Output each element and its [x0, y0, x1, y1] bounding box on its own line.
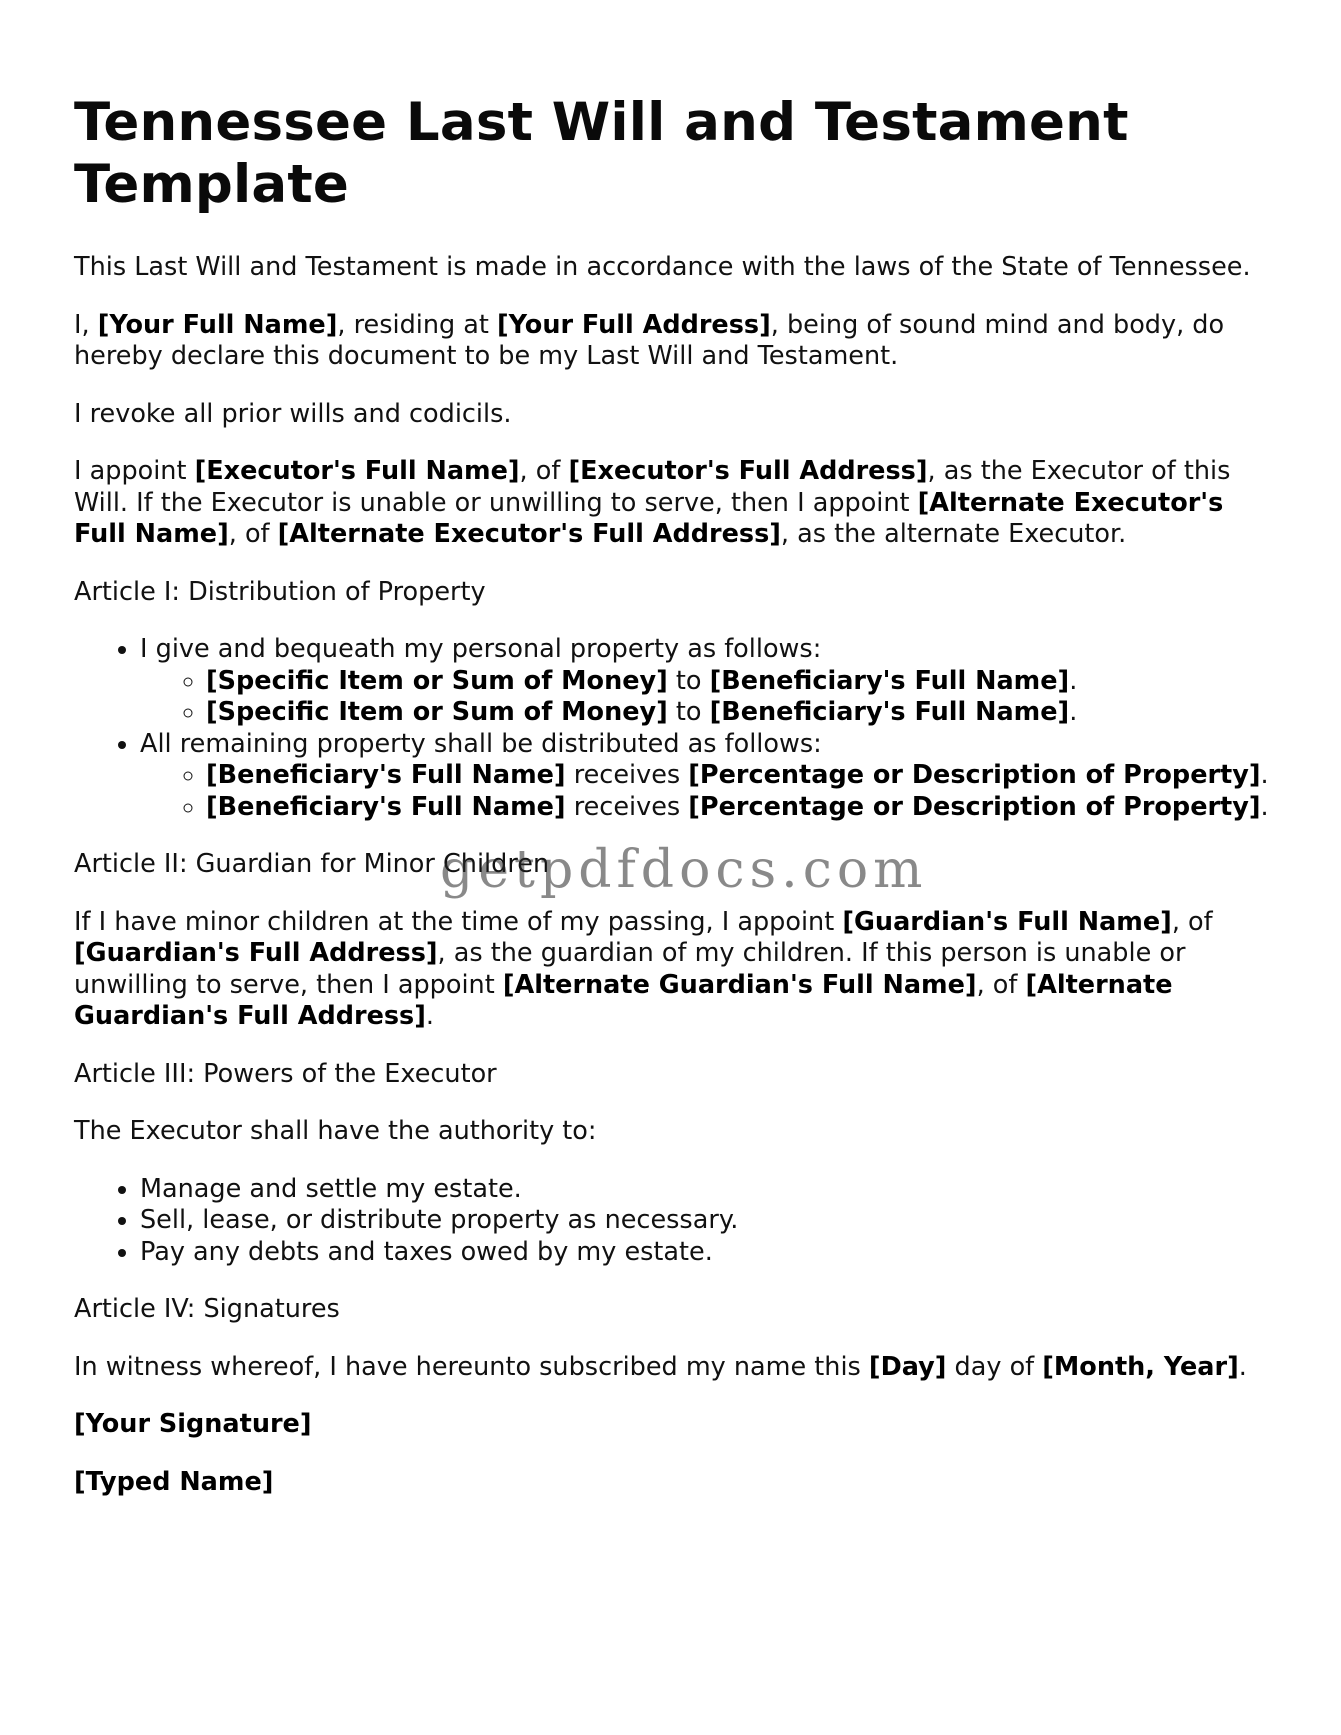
remaining-text: receives — [565, 791, 689, 822]
document-title: Tennessee Last Will and Testament Template — [74, 92, 1129, 215]
signature-line — [74, 1409, 1274, 1441]
list-item — [140, 729, 1274, 824]
gift-text: . — [1069, 665, 1078, 696]
guardian-paragraph — [74, 907, 1274, 1033]
gift-item-placeholder: [Specific Item or Sum of Money] — [206, 665, 668, 696]
article-3-heading: Article III: Powers of the Executor — [74, 1058, 497, 1089]
list-item — [206, 666, 1274, 698]
guardian-name-placeholder: [Guardian's Full Name] — [842, 906, 1172, 937]
guardian-text: , of — [976, 969, 1026, 1000]
share-placeholder: [Percentage or Description of Property] — [688, 760, 1261, 790]
article-1-heading: Article I: Distribution of Property — [74, 576, 486, 607]
list-item — [140, 634, 1274, 729]
guardian-address-placeholder: [Guardian's Full Address] — [74, 938, 438, 968]
remaining-text: . — [1260, 791, 1269, 822]
intro-paragraph: This Last Will and Testament is made in accordance with the laws of the State of Tennessee. — [74, 252, 1251, 282]
declaration-text: , being of sound mind and body, do hereby declare this document to be my Last Will and Testament. — [74, 309, 1225, 371]
executor-address-placeholder: [Executor's Full Address] — [568, 456, 928, 486]
witness-text: . — [1238, 1351, 1247, 1382]
remaining-property-intro: All remaining property shall be distributed as follows: — [140, 728, 822, 759]
revocation-paragraph: I revoke all prior wills and codicils. — [74, 398, 512, 429]
gift-text: to — [667, 697, 710, 727]
gift-item-placeholder: [Specific Item or Sum of Money] — [206, 697, 668, 727]
watermark: getpdfdocs.com — [440, 840, 928, 900]
beneficiary-name-placeholder: [Beneficiary's Full Name] — [206, 760, 566, 790]
personal-property-intro: I give and bequeath my personal property as follows: — [140, 634, 822, 664]
guardian-text: , as the guardian of my children. If this person is unable or unwilling to serve, then I appoint — [74, 938, 1186, 1000]
remaining-text: . — [1260, 760, 1269, 790]
executor-paragraph — [74, 456, 1274, 551]
list-item: • Manage and settle my estate. — [140, 1174, 1274, 1206]
list-item — [206, 792, 1274, 824]
executor-text: I appoint — [74, 456, 195, 486]
declaration-text: I, — [74, 309, 98, 340]
witness-paragraph — [74, 1352, 1274, 1384]
declaration-text: , residing at — [337, 309, 498, 340]
executor-powers-intro: The Executor shall have the authority to: — [74, 1116, 597, 1146]
witness-text: In witness whereof, I have hereunto subscribed my name this — [74, 1351, 869, 1382]
share-placeholder: [Percentage or Description of Property] — [688, 791, 1261, 822]
list-item — [206, 760, 1274, 792]
typed-name-line — [74, 1467, 1274, 1499]
article-4-heading: Article IV: Signatures — [74, 1294, 340, 1324]
executor-text: , of — [519, 456, 569, 486]
beneficiary-name-placeholder: [Beneficiary's Full Name] — [709, 697, 1070, 727]
remaining-text: receives — [565, 760, 689, 790]
alternate-executor-name-placeholder: [Alternate Executor's Full Name] — [74, 487, 1224, 549]
declaration-paragraph — [74, 310, 1274, 373]
executor-powers-list — [74, 1174, 1274, 1269]
list-item: • Pay any debts and taxes owed by my estate. — [140, 1237, 1274, 1269]
gift-sublist — [140, 666, 1274, 729]
alternate-guardian-address-placeholder: [Alternate Guardian's Full Address] — [74, 969, 1173, 1031]
month-year-placeholder: [Month, Year] — [1042, 1351, 1239, 1382]
remaining-sublist — [140, 760, 1274, 823]
list-item — [206, 697, 1274, 729]
testator-address-placeholder: [Your Full Address] — [497, 309, 771, 340]
executor-text: , of — [228, 519, 278, 549]
gift-text: to — [667, 665, 710, 696]
testator-name-placeholder: [Your Full Name] — [97, 309, 338, 340]
alternate-executor-address-placeholder: [Alternate Executor's Full Address] — [277, 519, 781, 549]
gift-text: . — [1069, 697, 1078, 727]
day-placeholder: [Day] — [868, 1351, 947, 1382]
executor-text: , as the Executor of this Will. If the Executor is unable or unwilling to serve, then I appoint — [74, 456, 1231, 518]
article-2-heading: Article II: Guardian for Minor Children — [74, 849, 550, 879]
signature-placeholder: [Your Signature] — [74, 1409, 312, 1439]
beneficiary-name-placeholder: [Beneficiary's Full Name] — [206, 791, 566, 822]
guardian-text: , of — [1171, 906, 1213, 937]
list-item: • Sell, lease, or distribute property as necessary. — [140, 1205, 1274, 1237]
guardian-text: If I have minor children at the time of my passing, I appoint — [74, 906, 843, 937]
executor-name-placeholder: [Executor's Full Name] — [194, 456, 520, 486]
executor-text: , as the alternate Executor. — [780, 519, 1127, 549]
typed-name-placeholder: [Typed Name] — [74, 1466, 274, 1497]
witness-text: day of — [946, 1351, 1043, 1382]
beneficiary-name-placeholder: [Beneficiary's Full Name] — [709, 665, 1070, 696]
guardian-text: . — [425, 1001, 434, 1031]
will-document — [74, 92, 1274, 1524]
distribution-list — [74, 634, 1274, 823]
alternate-guardian-name-placeholder: [Alternate Guardian's Full Name] — [502, 969, 977, 1000]
